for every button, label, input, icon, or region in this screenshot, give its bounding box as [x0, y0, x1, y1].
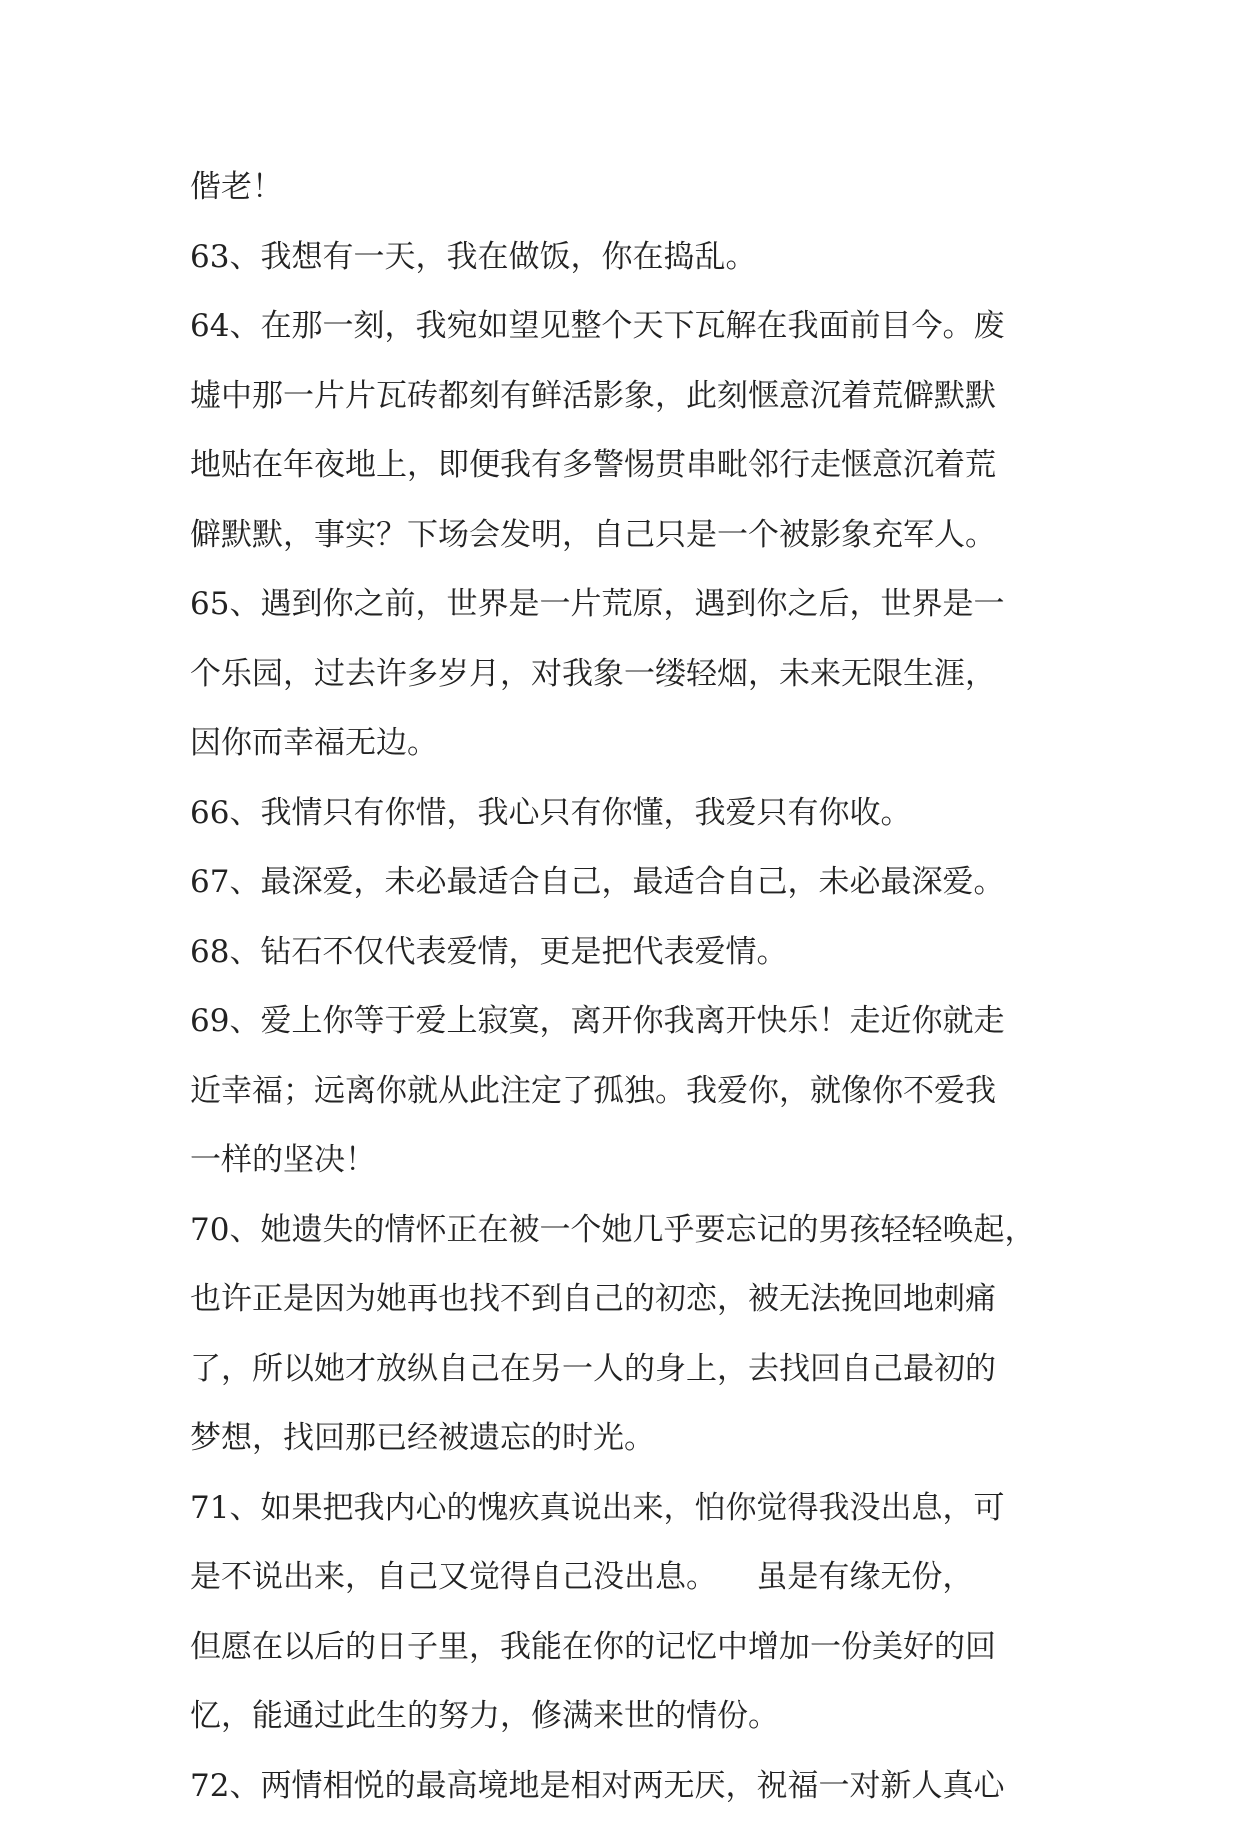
text-line: 墟中那一片片瓦砖都刻有鲜活影象，此刻惬意沉着荒僻默默: [190, 362, 1070, 432]
text-line: 65、遇到你之前，世界是一片荒原，遇到你之后，世界是一: [190, 570, 1070, 640]
text-line: 地贴在年夜地上，即便我有多警惕贯串毗邻行走惬意沉着荒: [190, 431, 1070, 501]
text-line: 70、她遗失的情怀正在被一个她几乎要忘记的男孩轻轻唤起，: [190, 1196, 1070, 1266]
text-line: 梦想，找回那已经被遗忘的时光。: [190, 1404, 1070, 1474]
text-line: 68、钻石不仅代表爱情，更是把代表爱情。: [190, 918, 1070, 988]
text-line: 67、最深爱，未必最适合自己，最适合自己，未必最深爱。: [190, 848, 1070, 918]
text-line: 了，所以她才放纵自己在另一人的身上，去找回自己最初的: [190, 1335, 1070, 1405]
text-line: 个乐园，过去许多岁月，对我象一缕轻烟，未来无限生涯，: [190, 640, 1070, 710]
text-line: 也许正是因为她再也找不到自己的初恋，被无法挽回地刺痛: [190, 1265, 1070, 1335]
text-line: 72、两情相悦的最高境地是相对两无厌，祝福一对新人真心: [190, 1752, 1070, 1821]
document-body: [190, 153, 1070, 1821]
text-line: 63、我想有一天，我在做饭，你在捣乱。: [190, 223, 1070, 293]
text-line: 是不说出来，自己又觉得自己没出息。 虽是有缘无份，: [190, 1543, 1070, 1613]
text-line: 但愿在以后的日子里，我能在你的记忆中增加一份美好的回: [190, 1613, 1070, 1683]
text-line: 因你而幸福无边。: [190, 709, 1070, 779]
text-line: 69、爱上你等于爱上寂寞，离开你我离开快乐！走近你就走: [190, 987, 1070, 1057]
text-line: 一样的坚决！: [190, 1126, 1070, 1196]
text-line: 64、在那一刻，我宛如望见整个天下瓦解在我面前目今。废: [190, 292, 1070, 362]
text-line: 偕老！: [190, 153, 1070, 223]
text-line: 忆，能通过此生的努力，修满来世的情份。: [190, 1682, 1070, 1752]
text-line: 近幸福；远离你就从此注定了孤独。我爱你，就像你不爱我: [190, 1057, 1070, 1127]
text-line: 71、如果把我内心的愧疚真说出来，怕你觉得我没出息，可: [190, 1474, 1070, 1544]
text-line: 66、我情只有你惜，我心只有你懂，我爱只有你收。: [190, 779, 1070, 849]
text-line: 僻默默，事实？下场会发明，自己只是一个被影象充军人。: [190, 501, 1070, 571]
